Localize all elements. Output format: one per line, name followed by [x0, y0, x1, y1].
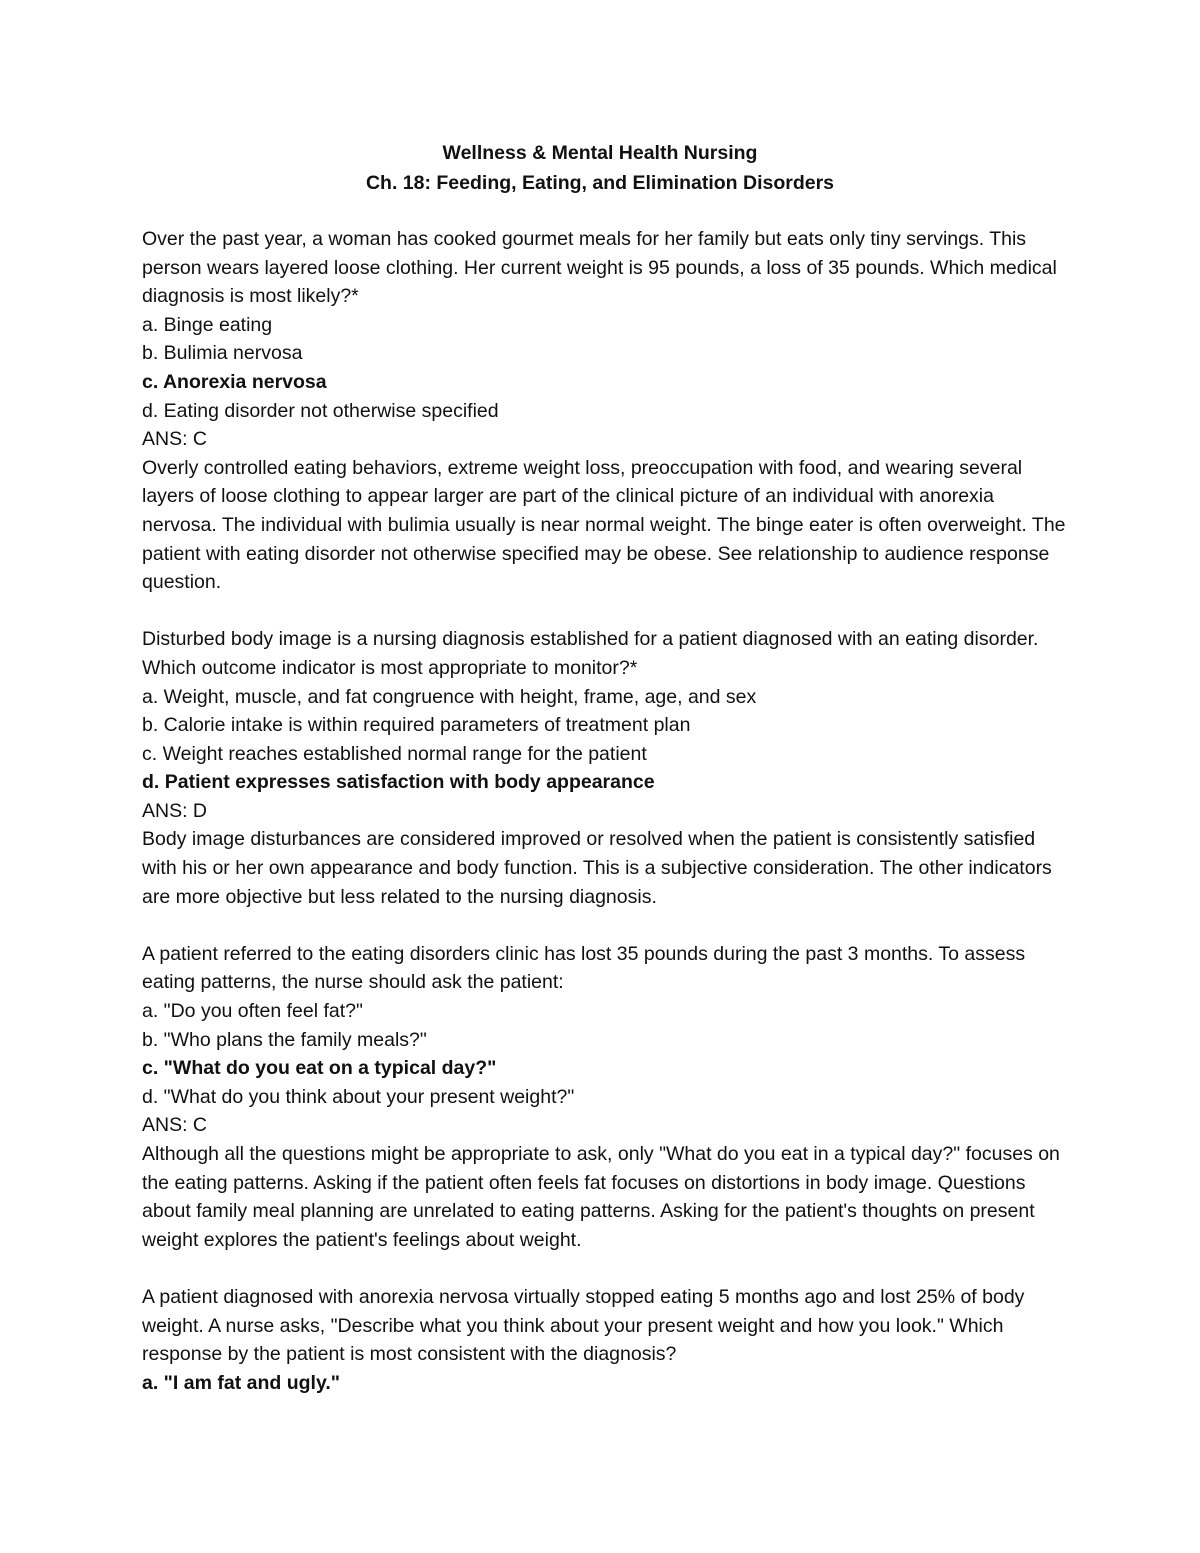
answer-option: b. Calorie intake is within required parameters of treatment plan [142, 714, 691, 737]
question-stem: Disturbed body image is a nursing diagnosis established for a patient diagnosed with an eating disorder. Which outcome indicator is most appropriate to monitor?* [142, 628, 1039, 679]
question-stem: Over the past year, a woman has cooked gourmet meals for her family but eats only tiny servings. This person wears layered loose clothing. Her current weight is 95 pounds, a loss of 35 pounds. Which medical diagnosis is most likely?* [142, 228, 1057, 308]
answer-option: c. Weight reaches established normal range for the patient [142, 742, 647, 765]
correct-answer-option: a. "I am fat and ugly." [142, 1371, 340, 1394]
question-block [142, 225, 1072, 597]
paragraph-spacer [142, 597, 1072, 626]
paragraph-spacer [142, 911, 1072, 940]
course-title: Wellness & Mental Health Nursing [442, 142, 758, 164]
question-block [142, 625, 1072, 911]
rationale-text: Overly controlled eating behaviors, extreme weight loss, preoccupation with food, and wearing several layers of loose clothing to appear larger are part of the clinical picture of an individual with anorexia nervosa. The individual with bulimia usually is near normal weight. The binge eater is often overweight. The patient with eating disorder not otherwise specified may be obese. See relationship to audience response question. [142, 456, 1066, 594]
answer-option: a. Weight, muscle, and fat congruence with height, frame, age, and sex [142, 685, 757, 708]
answer-option: d. "What do you think about your present weight?" [142, 1085, 575, 1108]
answer-option: a. Binge eating [142, 313, 273, 336]
answer-key: ANS: D [142, 799, 208, 822]
correct-answer-option: d. Patient expresses satisfaction with body appearance [142, 771, 655, 794]
answer-option: b. "Who plans the family meals?" [142, 1028, 427, 1051]
rationale-text: Although all the questions might be appropriate to ask, only "What do you eat in a typical day?" focuses on the eating patterns. Asking if the patient often feels fat focuses on distortions in body image. Questions about family meal planning are unrelated to eating patterns. Asking for the patient's thoughts on present weight explores the patient's feelings about weight. [142, 1143, 1060, 1251]
answer-key: ANS: C [142, 1114, 208, 1137]
question-block [142, 940, 1072, 1255]
correct-answer-option: c. "What do you eat on a typical day?" [142, 1057, 497, 1080]
question-stem: A patient referred to the eating disorders clinic has lost 35 pounds during the past 3 months. To assess eating patterns, the nurse should ask the patient: [142, 942, 1026, 994]
question-stem: A patient diagnosed with anorexia nervosa virtually stopped eating 5 months ago and lost 25% of body weight. A nurse asks, "Describe what you think about your present weight and how you look." Which response by the patient is most consistent with the diagnosis? [142, 1285, 1025, 1366]
answer-option: a. "Do you often feel fat?" [142, 1000, 363, 1023]
document-header [0, 138, 1200, 198]
paragraph-spacer [142, 1254, 1072, 1283]
rationale-text: Body image disturbances are considered improved or resolved when the patient is consistently satisfied with his or her own appearance and body function. This is a subjective consideration. The other indicators are more objective but less related to the nursing diagnosis. [142, 828, 1052, 908]
correct-answer-option: c. Anorexia nervosa [142, 370, 327, 393]
answer-option: d. Eating disorder not otherwise specified [142, 399, 499, 422]
chapter-title: Ch. 18: Feeding, Eating, and Elimination Disorders [365, 172, 835, 194]
answer-key: ANS: C [142, 428, 208, 451]
question-block [142, 1283, 1072, 1397]
document-body [142, 225, 1072, 1397]
answer-option: b. Bulimia nervosa [142, 342, 303, 365]
